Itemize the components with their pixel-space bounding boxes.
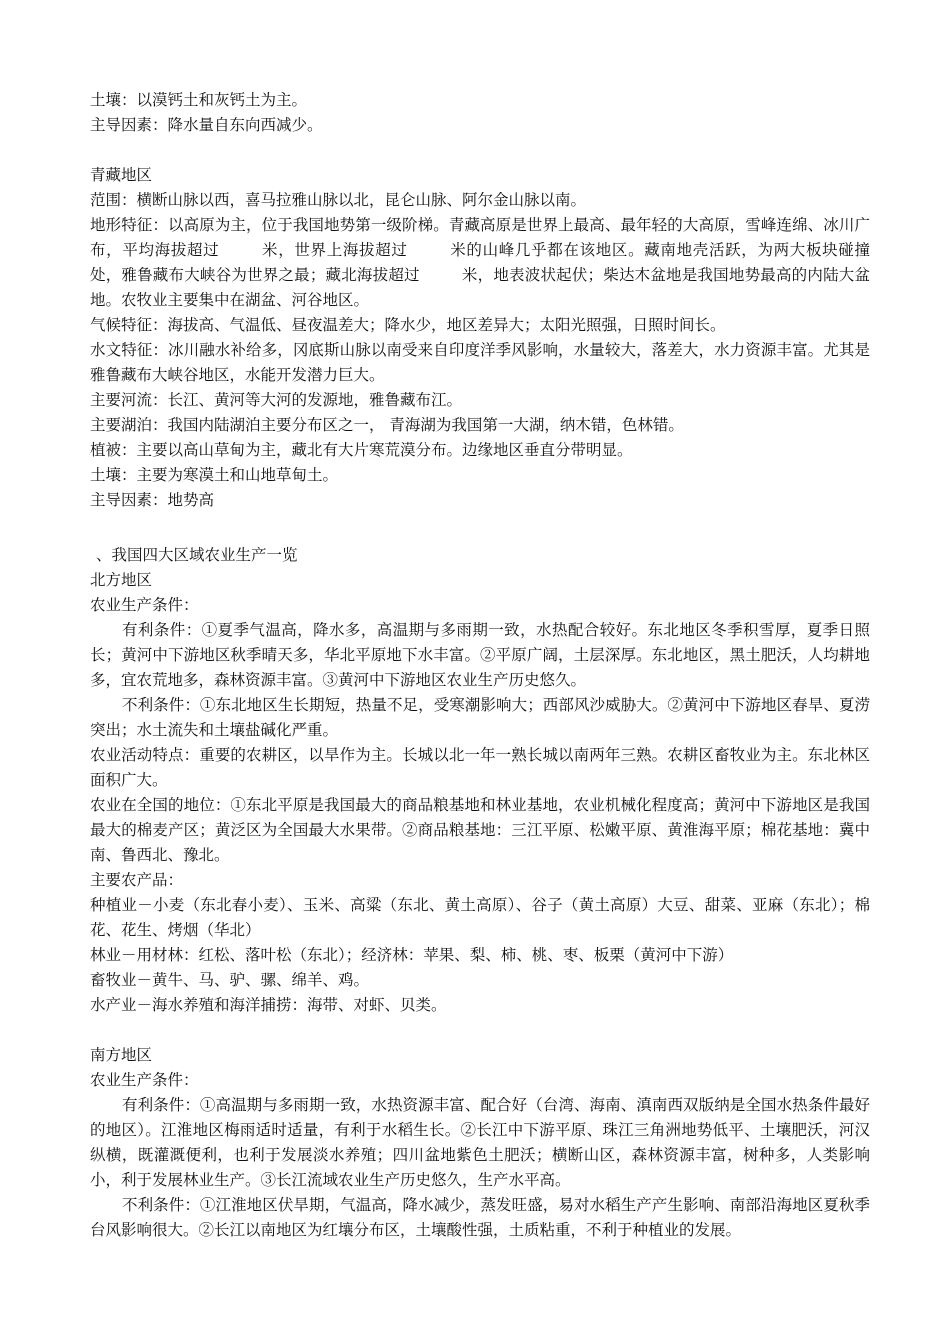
forestry-line: 林业－用材林：红松、落叶松（东北）；经济林：苹果、梨、柿、桃、枣、板栗（黄河中下游） bbox=[90, 946, 734, 964]
terrain-paragraph bbox=[90, 213, 870, 313]
soil-line: 土壤：以漠钙土和灰钙土为主。 bbox=[90, 91, 308, 109]
climate-line: 气候特征：海拔高、气温低、昼夜温差大；降水少，地区差异大；太阳光照强，日照时间长。 bbox=[90, 316, 726, 334]
favorable-conditions-north: 有利条件：①夏季气温高，降水多，高温期与多雨期一致，水热配合较好。东北地区冬季积雪厚，夏季日照长；黄河中下游地区秋季晴天多，华北平原地下水丰富。②平原广阔，土层深厚。东北地区，黑土肥沃，人均耕地多，宜农荒地多，森林资源丰富。③黄河中下游地区农业生产历史悠久。 bbox=[90, 621, 870, 689]
subheading-south: 南方地区 bbox=[90, 1046, 153, 1064]
terrain-text-2: 米，世界上海拔超过 bbox=[261, 241, 408, 259]
soil-line-2: 土壤：主要为寒漠土和山地草甸土。 bbox=[90, 466, 339, 484]
vegetation-line: 植被：主要以高山草甸为主，藏北有大片寒荒漠分布。边缘地区垂直分带明显。 bbox=[90, 441, 633, 459]
lakes-line: 主要湖泊：我国内陆湖泊主要分布区之一， 青海湖为我国第一大湖，纳木错，色林错。 bbox=[90, 416, 684, 434]
crops-line: 种植业－小麦（东北春小麦）、玉米、高粱（东北、黄土高原）、谷子（黄土高原）大豆、甜菜、亚麻（东北）；棉花、花生、烤烟（华北） bbox=[90, 896, 870, 939]
subheading-north: 北方地区 bbox=[90, 571, 153, 589]
terrain-text-4: 米，地表波状起伏；柴达木盆地是我国地势最高的内陆大盆地。农牧业主要集中在湖盆、河谷地区。 bbox=[90, 266, 870, 309]
conditions-heading-south: 农业生产条件： bbox=[90, 1071, 199, 1089]
activity-features-north: 农业活动特点：重要的农耕区，以旱作为主。长城以北一年一熟长城以南两年三熟。农耕区畜牧业为主。东北林区面积广大。 bbox=[90, 746, 870, 789]
hydrology-paragraph: 水文特征：冰川融水补给多，冈底斯山脉以南受来自印度洋季风影响，水量较大，落差大，水力资源丰富。尤其是雅鲁藏布大峡谷地区，水能开发潜力巨大。 bbox=[90, 341, 870, 384]
favorable-conditions-south: 有利条件：①高温期与多雨期一致，水热资源丰富、配合好（台湾、海南、滇南西双版纳是全国水热条件最好的地区）。江淮地区梅雨适时适量，有利于水稻生长。②长江中下游平原、珠江三角洲地势低平、土壤肥沃，河汉纵横，既灌溉便利，也利于发展淡水养殖；四川盆地紫色土肥沃；横断山区，森林资源丰富，树种多，人类影响小，利于发展林业生产。③长江流域农业生产历史悠久，生产水平高。 bbox=[90, 1096, 870, 1189]
unfavorable-conditions-south: 不利条件：①江淮地区伏旱期，气温高，降水减少，蒸发旺盛，易对水稻生产产生影响、南部沿海地区夏秋季台风影响很大。②长江以南地区为红壤分布区，土壤酸性强，土质粘重，不利于种植业的发展。 bbox=[90, 1196, 870, 1239]
products-heading: 主要农产品： bbox=[90, 871, 184, 889]
terrain-text-1: 地形特征：以高原为主，位于我国地势第一级阶梯。青藏高原是世界上最高、最年轻的大高原，雪峰连绵、冰川广布，平均海拔超过 bbox=[90, 216, 870, 259]
aquaculture-line: 水产业－海水养殖和海洋捕捞：海带、对虾、贝类。 bbox=[90, 996, 447, 1014]
rivers-line: 主要河流：长江、黄河等大河的发源地，雅鲁藏布江。 bbox=[90, 391, 463, 409]
document-page bbox=[90, 88, 870, 1243]
section-heading-agriculture: 、我国四大区域农业生产一览 bbox=[96, 546, 298, 564]
national-status-north: 农业在全国的地位：①东北平原是我国最大的商品粮基地和林业基地，农业机械化程度高；黄河中下游地区是我国最大的棉麦产区；黄泛区为全国最大水果带。②商品粮基地：三江平原、松嫩平原、黄淮海平原；棉花基地：冀中南、鲁西北、豫北。 bbox=[90, 796, 870, 864]
livestock-line: 畜牧业－黄牛、马、驴、骡、绵羊、鸡。 bbox=[90, 971, 370, 989]
section-heading-qinghai-tibet: 青藏地区 bbox=[90, 166, 153, 184]
unfavorable-conditions-north: 不利条件：①东北地区生长期短，热量不足，受寒潮影响大；西部风沙威胁大。②黄河中下游地区春旱、夏涝突出；水土流失和土壤盐碱化严重。 bbox=[90, 696, 870, 739]
terrain-text-3: 米的山峰几乎都在该地区。藏南地壳活跃，为两大板块碰撞处，雅鲁藏布大峡谷为世界之最；藏北海拔超过 bbox=[90, 241, 870, 284]
dominant-factor-line: 主导因素：降水量自东向西减少。 bbox=[90, 116, 323, 134]
conditions-heading-north: 农业生产条件： bbox=[90, 596, 199, 614]
range-line: 范围：横断山脉以西，喜马拉雅山脉以北，昆仑山脉、阿尔金山脉以南。 bbox=[90, 191, 587, 209]
dominant-factor-line-2: 主导因素：地势高 bbox=[90, 491, 215, 509]
